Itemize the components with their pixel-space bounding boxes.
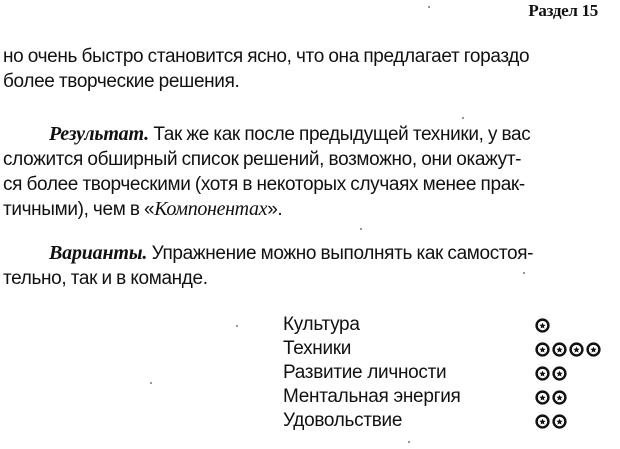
text-line: сложится обширный список решений, возможно, они окажут- (3, 149, 522, 170)
text-line: но очень быстро становится ясно, что она предлагает гораздо (3, 46, 530, 67)
paragraph-continuation (3, 44, 615, 94)
rating-label: Удовольствие (283, 410, 403, 431)
circled-star-icon (552, 414, 567, 429)
circled-star-icon (552, 366, 567, 381)
circled-star-icon (552, 390, 567, 405)
scan-speck (428, 6, 430, 8)
rating-marks (535, 318, 550, 333)
italic-reference: Компонентах (154, 198, 268, 220)
ratings-table (283, 313, 613, 433)
text-fragment: ». (267, 199, 283, 220)
circled-star-icon (569, 342, 584, 357)
text-line: тельно, так и в команде. (3, 268, 208, 289)
rating-marks (535, 342, 601, 357)
circled-star-icon (535, 342, 550, 357)
text-line (3, 122, 615, 147)
scan-speck (462, 117, 464, 119)
rating-marks (535, 414, 567, 429)
scan-speck (150, 382, 152, 384)
rating-label: Развитие личности (283, 362, 447, 383)
text-line (3, 241, 615, 266)
circled-star-icon (535, 318, 550, 333)
scan-speck (523, 272, 525, 274)
rating-marks (535, 366, 567, 381)
circled-star-icon (552, 342, 567, 357)
rating-marks (535, 390, 567, 405)
text-fragment: Упражнение можно выполнять как самостоя- (147, 243, 534, 264)
text-fragment: Так же как после предыдущей техники, у вас (148, 124, 531, 145)
scan-speck (408, 441, 410, 443)
scan-speck (360, 228, 362, 230)
section-header: Раздел 15 (528, 1, 598, 20)
circled-star-icon (535, 414, 550, 429)
rating-row (283, 313, 613, 337)
term-result: Результат. (49, 123, 149, 145)
text-fragment: тичными), чем в « (3, 199, 155, 220)
rating-row (283, 361, 613, 385)
circled-star-icon (535, 366, 550, 381)
text-line: более творческие решения. (3, 71, 240, 92)
paragraph-variants (3, 241, 615, 291)
rating-label: Ментальная энергия (283, 386, 461, 407)
term-variants: Варианты. (49, 242, 148, 264)
rating-row (283, 385, 613, 409)
circled-star-icon (586, 342, 601, 357)
circled-star-icon (535, 390, 550, 405)
rating-label: Культура (283, 314, 360, 335)
rating-row (283, 409, 613, 433)
rating-label: Техники (283, 338, 352, 359)
scan-speck (236, 325, 238, 327)
text-line: ся более творческими (хотя в некоторых случаях менее прак- (3, 174, 525, 195)
rating-row (283, 337, 613, 361)
paragraph-result (3, 122, 615, 222)
text-line (3, 197, 615, 222)
